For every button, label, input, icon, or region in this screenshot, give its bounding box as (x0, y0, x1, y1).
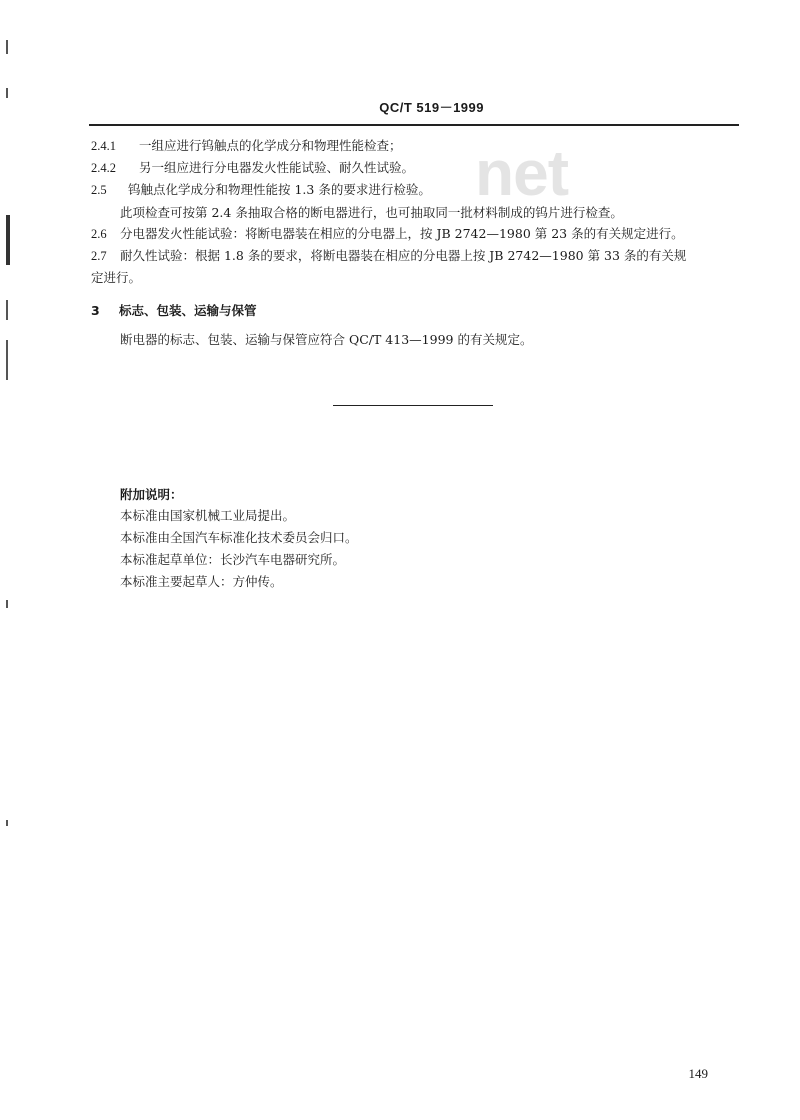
page-number: 149 (688, 1066, 708, 1081)
clause-text: 耐久性试验：根据 1.8 条的要求，将断电器装在相应的分电器上按 JB 2742—1980 第 33 条的有关规 (120, 248, 687, 263)
clause-text: 一组应进行钨触点的化学成分和物理性能检查； (139, 138, 402, 153)
scan-edge-marks (0, 0, 16, 1120)
watermark: net (475, 137, 568, 209)
clause-2-4-2 (91, 159, 414, 177)
clause-2-5 (91, 181, 431, 199)
clause-number: 2.4.2 (91, 161, 116, 175)
clause-number: 2.7 (91, 249, 107, 263)
clause-2-7 (91, 247, 686, 265)
clause-number: 2.5 (91, 183, 107, 197)
clause-number: 2.4.1 (91, 139, 116, 153)
end-divider (333, 405, 493, 406)
section-number: 3 (91, 303, 100, 318)
clause-text: 另一组应进行分电器发火性能试验、耐久性试验。 (139, 160, 415, 175)
section-3-body (120, 331, 532, 349)
clause-number: 2.6 (91, 227, 107, 241)
section-body-text: 断电器的标志、包装、运输与保管应符合 QC/T 413—1999 的有关规定。 (120, 332, 533, 347)
notes-line: 本标准由国家机械工业局提出。 (120, 508, 296, 523)
standard-code: QC/T 519－1999 (379, 100, 484, 115)
clause-text: 钨触点化学成分和物理性能按 1.3 条的要求进行检验。 (128, 182, 431, 197)
section-title: 标志、包装、运输与保管 (119, 303, 257, 318)
notes-line: 本标准由全国汽车标准化技术委员会归口。 (120, 530, 358, 545)
clause-text: 分电器发火性能试验：将断电器装在相应的分电器上，按 JB 2742—1980 第 23 条的有关规定进行。 (120, 226, 684, 241)
clause-2-5-continuation (120, 204, 623, 222)
clause-text: 此项检查可按第 2.4 条抽取合格的断电器进行，也可抽取同一批材料制成的钨片进行检查。 (120, 205, 623, 220)
clause-text: 定进行。 (91, 270, 142, 285)
notes-title: 附加说明： (120, 487, 183, 502)
clause-2-7-continuation (91, 269, 141, 287)
notes-line: 本标准起草单位：长沙汽车电器研究所。 (120, 552, 346, 567)
clause-2-4-1 (91, 137, 402, 155)
header-rule (89, 124, 739, 126)
notes-line: 本标准主要起草人：方仲传。 (120, 574, 283, 589)
clause-2-6 (91, 225, 684, 243)
section-3-heading (91, 302, 257, 320)
